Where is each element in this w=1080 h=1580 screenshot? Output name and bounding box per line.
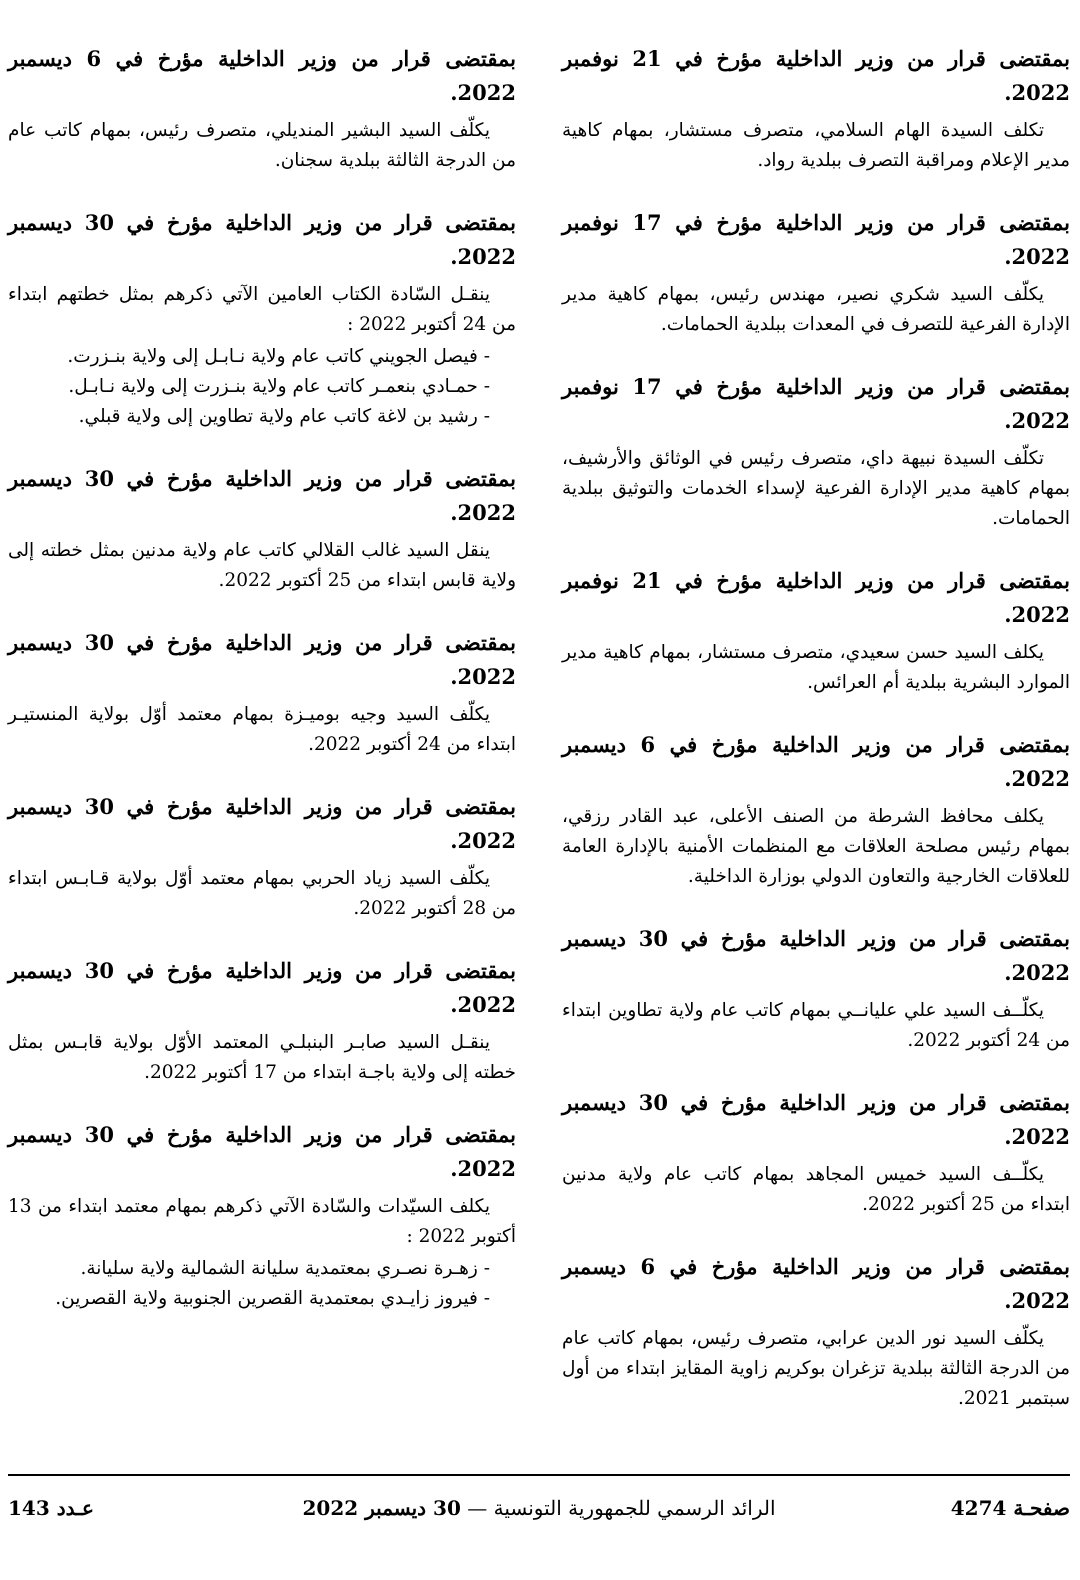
decree-heading: بمقتضى قرار من وزير الداخلية مؤرخ في 30 ديسمبر 2022. <box>562 926 1070 985</box>
decree-entry <box>562 728 1070 892</box>
decree-heading: بمقتضى قرار من وزير الداخلية مؤرخ في 17 نوفمبر 2022. <box>562 374 1071 433</box>
decree-text: ينقل السيد غالب القلالي كاتب عام ولاية مدنين بمثل خطته إلى ولاية قابس ابتداء من 25 أكتوبر 2022. <box>8 540 516 591</box>
decree-list-item: - رشيد بن لاغة كاتب عام ولاية تطاوين إلى ولاية قبلي. <box>78 406 490 427</box>
decree-text: يكلّف السيد شكري نصير، مهندس رئيس، بمهام كاهية مدير الإدارة الفرعية للتصرف في المعدات ببلدية الحمامات. <box>562 284 1070 335</box>
decree-text: تكلف السيدة الهام السلامي، متصرف مستشار، بمهام كاهية مدير الإعلام ومراقبة التصرف ببلدية رواد. <box>562 120 1070 171</box>
decree-entry <box>562 370 1070 534</box>
decree-text: يكلّف السيد نور الدين عرابي، متصرف رئيس، بمهام كاتب عام من الدرجة الثالثة ببلدية تزغران بوكريم زاوية المقايز ابتداء من أول سبتمبر 2021. <box>562 1328 1070 1409</box>
decree-heading: بمقتضى قرار من وزير الداخلية مؤرخ في 30 ديسمبر 2022. <box>8 1122 516 1181</box>
decree-text: يكلّف السيد البشير المنديلي، متصرف رئيس، بمهام كاتب عام من الدرجة الثالثة ببلدية سجنان. <box>8 120 516 171</box>
page-footer <box>8 1488 1070 1528</box>
decree-entry <box>562 1250 1070 1414</box>
decree-entry <box>8 790 516 924</box>
left-column <box>8 42 516 1344</box>
decree-entry <box>562 206 1070 340</box>
decree-entry <box>562 1086 1070 1220</box>
decree-text: يكلّف السيد زياد الحربي بمهام معتمد أوّل بولاية قـابـس ابتداء من 28 أكتوبر 2022. <box>8 868 516 919</box>
issue-date: 30 ديسمبر 2022 <box>302 1496 461 1520</box>
decree-heading: بمقتضى قرار من وزير الداخلية مؤرخ في 30 ديسمبر 2022. <box>8 794 516 853</box>
decree-entry <box>562 564 1070 698</box>
decree-list <box>8 342 516 432</box>
decree-list-item: - فيروز زايـدي بمعتمدية القصرين الجنوبية ولاية القصرين. <box>55 1288 490 1309</box>
decree-heading: بمقتضى قرار من وزير الداخلية مؤرخ في 21 نوفمبر 2022. <box>562 46 1071 105</box>
decree-entry <box>8 1118 516 1314</box>
decree-heading: بمقتضى قرار من وزير الداخلية مؤرخ في 6 ديسمبر 2022. <box>8 46 517 105</box>
decree-heading: بمقتضى قرار من وزير الداخلية مؤرخ في 6 ديسمبر 2022. <box>562 1254 1071 1313</box>
decree-list-item: - زهـرة نصـري بمعتمدية سليانة الشمالية ولاية سليانة. <box>80 1258 490 1279</box>
decree-entry <box>562 42 1070 176</box>
decree-heading: بمقتضى قرار من وزير الداخلية مؤرخ في 30 ديسمبر 2022. <box>8 630 516 689</box>
decree-text: يكلّــف السيد علي عليانــي بمهام كاتب عام ولاية تطاوين ابتداء من 24 أكتوبر 2022. <box>562 1000 1070 1051</box>
decree-heading: بمقتضى قرار من وزير الداخلية مؤرخ في 21 نوفمبر 2022. <box>562 568 1071 627</box>
decree-text: يكلف السيّدات والسّادة الآتي ذكرهم بمهام معتمد ابتداء من 13 أكتوبر 2022 : <box>8 1196 516 1247</box>
issue-number: عـدد 143 <box>8 1496 94 1520</box>
decree-entry <box>8 206 516 432</box>
decree-entry <box>8 42 516 176</box>
decree-list-item: - فيصل الجويني كاتب عام ولاية نـابـل إلى ولاية بنـزرت. <box>67 346 490 367</box>
decree-text: تكلّف السيدة نبيهة داي، متصرف رئيس في الوثائق والأرشيف، بمهام كاهية مدير الإدارة الفرعية لإسداء الخدمات والتوثيق ببلدية الحمامات. <box>562 448 1070 529</box>
decree-heading: بمقتضى قرار من وزير الداخلية مؤرخ في 30 ديسمبر 2022. <box>8 466 516 525</box>
decree-heading: بمقتضى قرار من وزير الداخلية مؤرخ في 30 ديسمبر 2022. <box>8 210 516 269</box>
decree-heading: بمقتضى قرار من وزير الداخلية مؤرخ في 6 ديسمبر 2022. <box>562 732 1071 791</box>
decree-text: ينقـل السّادة الكتاب العامين الآتي ذكرهم بمثل خطتهم ابتداء من 24 أكتوبر 2022 : <box>8 284 516 335</box>
decree-heading: بمقتضى قرار من وزير الداخلية مؤرخ في 30 ديسمبر 2022. <box>8 958 516 1017</box>
decree-entry <box>8 954 516 1088</box>
decree-entry <box>8 626 516 760</box>
page-number: صفحـة 4274 <box>950 1496 1070 1520</box>
journal-title <box>8 1488 1070 1528</box>
decree-text: ينقـل السيد صابـر البنبلـي المعتمد الأوّل بولاية قابـس بمثل خطته إلى ولاية باجـة ابتداء من 17 أكتوبر 2022. <box>8 1032 516 1083</box>
decree-text: يكلف السيد حسن سعيدي، متصرف مستشار، بمهام كاهية مدير الموارد البشرية ببلدية أم العرائس. <box>562 642 1070 693</box>
decree-entry <box>562 922 1070 1056</box>
journal-name: الرائد الرسمي للجمهورية التونسية — <box>467 1496 776 1520</box>
decree-entry <box>8 462 516 596</box>
decree-text: يكلّف السيد وجيه بوميـزة بمهام معتمد أوّل بولاية المنستيـر ابتداء من 24 أكتوبر 2022. <box>8 704 516 755</box>
decree-text: يكلّــف السيد خميس المجاهد بمهام كاتب عام ولاية مدنين ابتداء من 25 أكتوبر 2022. <box>562 1164 1070 1215</box>
decree-heading: بمقتضى قرار من وزير الداخلية مؤرخ في 17 نوفمبر 2022. <box>562 210 1071 269</box>
decree-list-item: - حمـادي بنعمـر كاتب عام ولاية بنـزرت إلى ولاية نـابـل. <box>68 376 490 397</box>
decree-text: يكلف محافظ الشرطة من الصنف الأعلى، عبد القادر رزقي، بمهام رئيس مصلحة العلاقات مع المنظمات الأمنية بالإدارة العامة للعلاقات الخارجية والتعاون الدولي بوزارة الداخلية. <box>562 806 1070 887</box>
decree-list <box>8 1254 516 1314</box>
right-column <box>562 42 1070 1444</box>
footer-divider <box>8 1474 1070 1476</box>
decree-heading: بمقتضى قرار من وزير الداخلية مؤرخ في 30 ديسمبر 2022. <box>562 1090 1070 1149</box>
